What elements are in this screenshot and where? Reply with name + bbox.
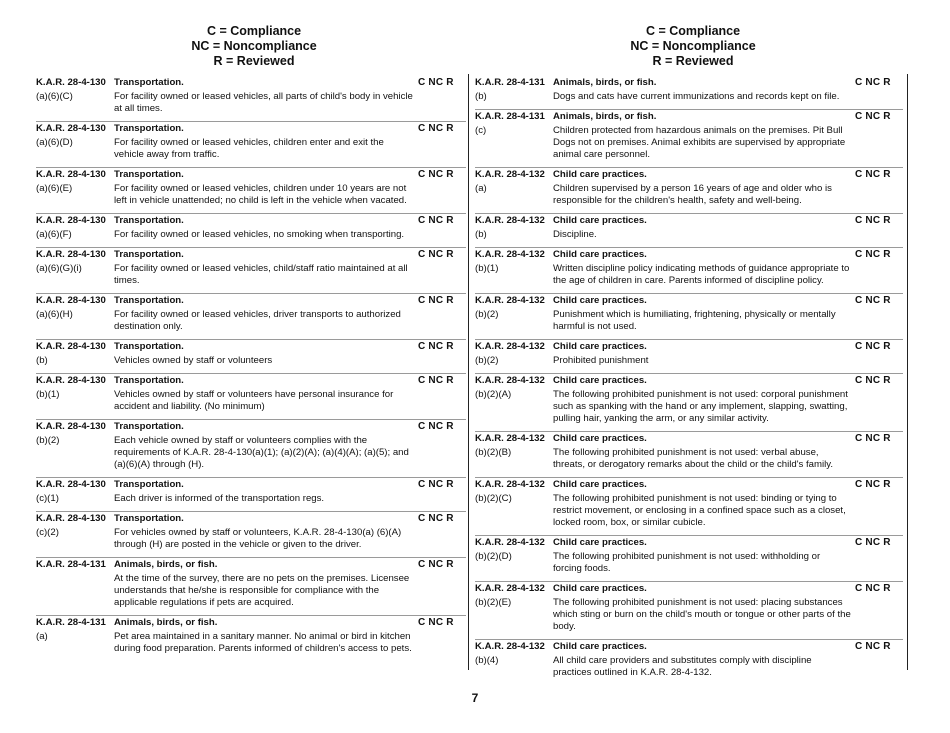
regulation-number: K.A.R. 28-4-130 [36, 479, 106, 490]
regulation-description: Discipline. [553, 229, 597, 240]
regulation-number: K.A.R. 28-4-131 [475, 111, 545, 122]
regulation-number: K.A.R. 28-4-132 [475, 479, 545, 490]
column-divider [468, 74, 469, 670]
compliance-marks[interactable]: C NC R [855, 111, 891, 122]
regulation-description: At the time of the survey, there are no pets on the premises. Licensee understands that he/she is responsible for compliance with the applicable regulations if pets are acquired. [114, 573, 410, 608]
regulation-entry [475, 213, 903, 247]
compliance-marks[interactable]: C NC R [855, 537, 891, 548]
regulation-description: Vehicles owned by staff or volunteers have personal insurance for accident and liability. (No minimum) [114, 389, 394, 412]
compliance-marks[interactable]: C NC R [855, 215, 891, 226]
legend-left [104, 24, 404, 69]
regulation-description: For facility owned or leased vehicles, children enter and exit the vehicle away from traffic. [114, 137, 384, 160]
regulation-title: Animals, birds, or fish. [553, 77, 657, 88]
regulation-description: All child care providers and substitutes comply with discipline practices outlined in K.A.R. 28-4-132. [553, 655, 812, 678]
regulation-subsection: (c) [475, 125, 487, 136]
regulation-entry [36, 615, 466, 661]
regulation-subsection: (b)(1) [36, 389, 60, 400]
regulation-entry [475, 76, 903, 109]
regulation-title: Transportation. [114, 479, 184, 490]
regulation-entry [36, 213, 466, 247]
regulation-title: Transportation. [114, 123, 184, 134]
regulation-number: K.A.R. 28-4-130 [36, 123, 106, 134]
regulation-description: Children supervised by a person 16 years of age and older who is responsible for the children's health, safety and well-being. [553, 183, 832, 206]
legend-reviewed: R = Reviewed [652, 54, 734, 68]
regulation-description: Pet area maintained in a sanitary manner. No animal or bird in kitchen during food preparation. Parents informed of children's access to pets. [114, 631, 412, 654]
regulation-subsection: (b) [475, 229, 487, 240]
regulation-subsection: (b)(2)(B) [475, 447, 512, 458]
compliance-marks[interactable]: C NC R [855, 375, 891, 386]
regulation-number: K.A.R. 28-4-130 [36, 341, 106, 352]
regulation-subsection: (b)(2)(D) [475, 551, 512, 562]
regulation-description: The following prohibited punishment is not used: binding or tying to restrict movement, or enclosing in a confined space such as a closet, locked room, box, or similar cubicle. [553, 493, 846, 528]
right-border [907, 74, 908, 670]
compliance-marks[interactable]: C NC R [855, 433, 891, 444]
regulation-entry [36, 419, 466, 477]
regulation-title: Child care practices. [553, 583, 647, 594]
regulation-subsection: (c)(2) [36, 527, 59, 538]
regulation-entry [475, 167, 903, 213]
regulation-number: K.A.R. 28-4-130 [36, 513, 106, 524]
compliance-marks[interactable]: C NC R [418, 295, 454, 306]
regulation-entry [36, 373, 466, 419]
regulation-subsection: (b)(4) [475, 655, 499, 666]
regulation-title: Transportation. [114, 249, 184, 260]
regulation-number: K.A.R. 28-4-130 [36, 295, 106, 306]
regulation-number: K.A.R. 28-4-130 [36, 421, 106, 432]
regulation-number: K.A.R. 28-4-130 [36, 77, 106, 88]
legend-compliance: C = Compliance [206, 24, 302, 38]
regulation-title: Animals, birds, or fish. [114, 559, 218, 570]
regulation-subsection: (b) [36, 355, 48, 366]
compliance-marks[interactable]: C NC R [418, 479, 454, 490]
compliance-marks[interactable]: C NC R [418, 123, 454, 134]
regulation-description: Vehicles owned by staff or volunteers [114, 355, 273, 366]
regulation-number: K.A.R. 28-4-132 [475, 295, 545, 306]
regulation-title: Transportation. [114, 77, 184, 88]
compliance-marks[interactable]: C NC R [418, 169, 454, 180]
regulation-description: For facility owned or leased vehicles, driver transports to authorized destination only. [114, 309, 401, 332]
regulation-subsection: (a)(6)(D) [36, 137, 73, 148]
compliance-marks[interactable]: C NC R [418, 249, 454, 260]
compliance-marks[interactable]: C NC R [855, 341, 891, 352]
legend-noncompliance: NC = Noncompliance [191, 39, 317, 53]
regulation-title: Child care practices. [553, 295, 647, 306]
regulation-title: Transportation. [114, 513, 184, 524]
compliance-marks[interactable]: C NC R [855, 641, 891, 652]
regulation-title: Transportation. [114, 421, 184, 432]
regulation-number: K.A.R. 28-4-130 [36, 375, 106, 386]
left-column [36, 76, 466, 661]
regulation-description: For facility owned or leased vehicles, all parts of child's body in vehicle at all times. [114, 91, 413, 114]
regulation-entry [36, 247, 466, 293]
compliance-marks[interactable]: C NC R [418, 513, 454, 524]
regulation-number: K.A.R. 28-4-130 [36, 169, 106, 180]
regulation-title: Child care practices. [553, 433, 647, 444]
regulation-title: Child care practices. [553, 341, 647, 352]
regulation-number: K.A.R. 28-4-130 [36, 215, 106, 226]
regulation-subsection: (b)(2) [36, 435, 60, 446]
regulation-subsection: (b)(2)(E) [475, 597, 512, 608]
compliance-marks[interactable]: C NC R [855, 169, 891, 180]
regulation-subsection: (b)(2)(A) [475, 389, 512, 400]
legend-noncompliance: NC = Noncompliance [630, 39, 756, 53]
regulation-number: K.A.R. 28-4-132 [475, 215, 545, 226]
regulation-entry [36, 477, 466, 511]
regulation-description: Prohibited punishment [553, 355, 649, 366]
compliance-marks[interactable]: C NC R [418, 559, 454, 570]
compliance-marks[interactable]: C NC R [418, 421, 454, 432]
regulation-subsection: (a)(6)(F) [36, 229, 72, 240]
regulation-entry [475, 477, 903, 535]
regulation-description: Written discipline policy indicating methods of guidance appropriate to the age of children in care. Parents informed of discipline policy. [553, 263, 850, 286]
regulation-description: For vehicles owned by staff or volunteers, K.A.R. 28-4-130(a) (6)(A) through (H) are posted in the vehicle or given to the driver. [114, 527, 402, 550]
regulation-entry [475, 639, 903, 685]
regulation-entry [475, 581, 903, 639]
compliance-marks[interactable]: C NC R [418, 341, 454, 352]
regulation-number: K.A.R. 28-4-131 [475, 77, 545, 88]
compliance-marks[interactable]: C NC R [418, 617, 454, 628]
regulation-subsection: (a)(6)(C) [36, 91, 73, 102]
regulation-subsection: (b) [475, 91, 487, 102]
regulation-title: Child care practices. [553, 169, 647, 180]
regulation-description: Each driver is informed of the transportation regs. [114, 493, 325, 504]
regulation-entry [36, 339, 466, 373]
regulation-title: Child care practices. [553, 479, 647, 490]
regulation-title: Child care practices. [553, 249, 647, 260]
legend-right [543, 24, 843, 69]
regulation-subsection: (a)(6)(G)(i) [36, 263, 82, 274]
regulation-entry [36, 121, 466, 167]
regulation-entry [475, 109, 903, 167]
regulation-subsection: (a)(6)(H) [36, 309, 73, 320]
page-number: 7 [471, 691, 479, 705]
right-column [475, 76, 903, 685]
regulation-description: The following prohibited punishment is not used: placing substances which sting or burn on the child's mouth or tongue or other parts of the body. [553, 597, 851, 632]
regulation-entry [475, 373, 903, 431]
regulation-title: Animals, birds, or fish. [553, 111, 657, 122]
regulation-number: K.A.R. 28-4-132 [475, 641, 545, 652]
regulation-title: Transportation. [114, 375, 184, 386]
regulation-subsection: (a) [36, 631, 48, 642]
regulation-description: Dogs and cats have current immunizations and records kept on file. [553, 91, 840, 102]
regulation-description: The following prohibited punishment is not used: corporal punishment such as spanking with the hand or any implement, slapping, swatting, pulling hair, yanking the arm, or any similar activity. [553, 389, 848, 424]
regulation-number: K.A.R. 28-4-132 [475, 375, 545, 386]
regulation-entry [475, 431, 903, 477]
regulation-description: For facility owned or leased vehicles, no smoking when transporting. [114, 229, 405, 240]
regulation-number: K.A.R. 28-4-132 [475, 583, 545, 594]
regulation-entry [36, 76, 466, 121]
regulation-entry [36, 511, 466, 557]
regulation-subsection: (b)(2)(C) [475, 493, 512, 504]
regulation-title: Child care practices. [553, 641, 647, 652]
regulation-title: Animals, birds, or fish. [114, 617, 218, 628]
regulation-title: Child care practices. [553, 215, 647, 226]
regulation-subsection: (b)(2) [475, 309, 499, 320]
legend-compliance: C = Compliance [645, 24, 741, 38]
regulation-entry [475, 535, 903, 581]
regulation-entry [36, 293, 466, 339]
regulation-number: K.A.R. 28-4-132 [475, 341, 545, 352]
regulation-entry [36, 557, 466, 615]
compliance-marks[interactable]: C NC R [418, 77, 454, 88]
regulation-description: The following prohibited punishment is not used: verbal abuse, threats, or derogatory remarks about the child or the child's family. [553, 447, 833, 470]
regulation-description: Punishment which is humiliating, frightening, physically or mentally harmful is not used. [553, 309, 836, 332]
compliance-marks[interactable]: C NC R [855, 77, 891, 88]
regulation-title: Child care practices. [553, 537, 647, 548]
regulation-subsection: (a) [475, 183, 487, 194]
regulation-number: K.A.R. 28-4-132 [475, 537, 545, 548]
compliance-marks[interactable]: C NC R [855, 295, 891, 306]
compliance-marks[interactable]: C NC R [855, 583, 891, 594]
regulation-number: K.A.R. 28-4-132 [475, 169, 545, 180]
regulation-subsection [36, 573, 114, 609]
compliance-marks[interactable]: C NC R [855, 249, 891, 260]
regulation-title: Transportation. [114, 215, 184, 226]
regulation-subsection: (a)(6)(E) [36, 183, 73, 194]
regulation-entry [475, 293, 903, 339]
regulation-entry [36, 167, 466, 213]
regulation-number: K.A.R. 28-4-132 [475, 249, 545, 260]
regulation-description: The following prohibited punishment is not used: withholding or forcing foods. [553, 551, 821, 574]
regulation-title: Transportation. [114, 169, 184, 180]
regulation-title: Child care practices. [553, 375, 647, 386]
regulation-entry [475, 247, 903, 293]
compliance-marks[interactable]: C NC R [418, 215, 454, 226]
regulation-description: For facility owned or leased vehicles, children under 10 years are not left in vehicle unattended; no child is left in the vehicle when vacated. [114, 183, 407, 206]
regulation-description: For facility owned or leased vehicles, child/staff ratio maintained at all times. [114, 263, 408, 286]
regulation-title: Transportation. [114, 295, 184, 306]
regulation-number: K.A.R. 28-4-131 [36, 559, 106, 570]
regulation-subsection: (b)(1) [475, 263, 499, 274]
compliance-marks[interactable]: C NC R [855, 479, 891, 490]
regulation-number: K.A.R. 28-4-130 [36, 249, 106, 260]
compliance-marks[interactable]: C NC R [418, 375, 454, 386]
regulation-description: Children protected from hazardous animals on the premises. Pit Bull Dogs not on premises. Animal exhibits are supervised by appropriate animal care personnel. [553, 125, 846, 160]
regulation-number: K.A.R. 28-4-131 [36, 617, 106, 628]
regulation-number: K.A.R. 28-4-132 [475, 433, 545, 444]
regulation-subsection: (b)(2) [475, 355, 499, 366]
regulation-description: Each vehicle owned by staff or volunteers complies with the requirements of K.A.R. 28-4-130(a)(1); (a)(2)(A); (a)(4)(A); (a)(5); and (a)(6)(A) through (H). [114, 435, 409, 470]
regulation-title: Transportation. [114, 341, 184, 352]
regulation-entry [475, 339, 903, 373]
legend-reviewed: R = Reviewed [213, 54, 295, 68]
regulation-subsection: (c)(1) [36, 493, 59, 504]
